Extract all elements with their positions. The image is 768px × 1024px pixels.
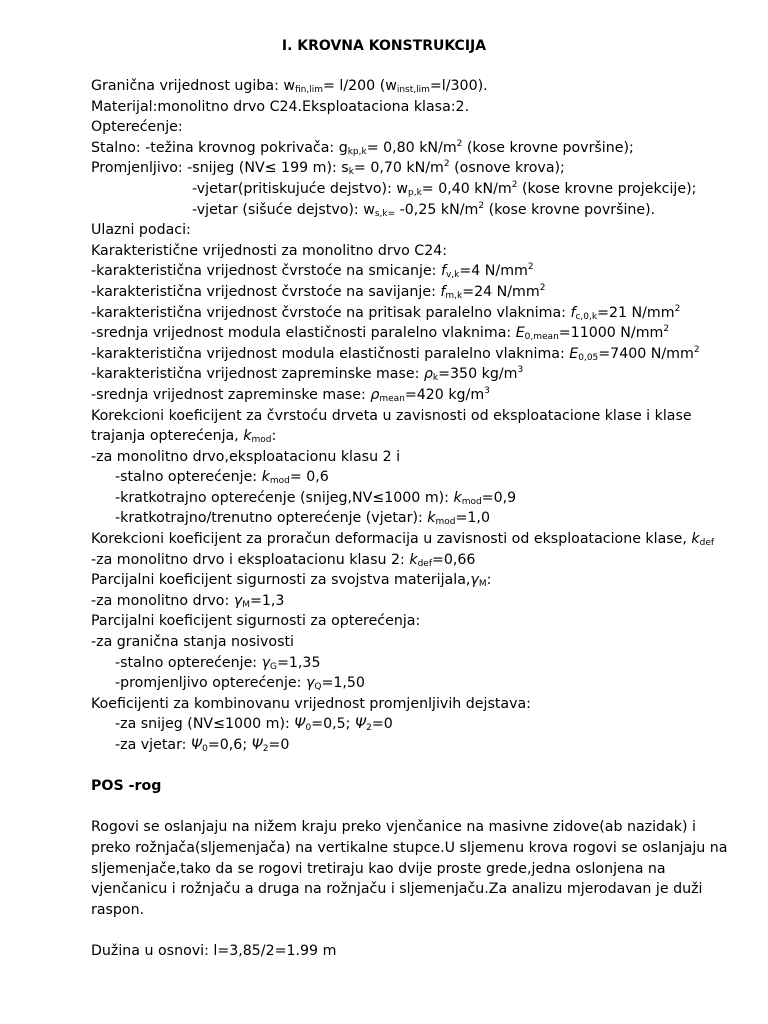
load-heading: Opterećenje: xyxy=(91,119,183,136)
load-safety-heading: Parcijalni koeficijent sigurnosti za opterećenja: xyxy=(91,613,421,630)
kmod-heading-2: trajanja opterećenja, $k_{mod}$: xyxy=(91,428,277,446)
wind-pressure-line: -vjetar(pritiskujuće dejstvo): $w_{p,k}= 0,40$ $kN/m^2$ (kose krovne projekcije); xyxy=(192,179,697,198)
psi-snow-line: -za snijeg (NV≤1000 m): $\Psi_0=0,5$; $\Psi_2=0$ xyxy=(115,716,393,734)
kmod-short-term-line: -kratkotrajno opterećenje (snijeg,NV≤1000 m): $k_{mod}=0,9$ xyxy=(115,489,517,507)
uls-line: -za granična stanja nosivosti xyxy=(91,634,294,651)
gamma-q-line: -promjenljivo opterećenje: $\gamma_Q=1,50$ xyxy=(115,675,365,693)
mean-modulus-line: -srednja vrijednost modula elastičnosti paralelno vlaknima: $E_{0,mean}=11000$ $N/mm^2$ xyxy=(91,324,670,343)
characteristic-modulus-line: -karakteristična vrijednost modula elastičnosti paralelno vlaknima: $E_{0,05}=7400$ $N/mm^2$ xyxy=(91,344,700,363)
gamma-m-value-line: -za monolitno drvo: $\gamma_M=1,3$ xyxy=(91,592,285,610)
spacer xyxy=(91,920,731,941)
plan-length-line: Dužina u osnovi: l=3,85/2=1.99 m xyxy=(91,942,337,959)
shear-strength-line: -karakteristična vrijednost čvrstoće na smicanje: $f_{v,k}=4$ $N/mm^2$ xyxy=(91,262,534,281)
document-body xyxy=(91,76,731,962)
spacer xyxy=(91,756,731,777)
service-class-line: -za monolitno drvo,eksploatacionu klasu 2 i xyxy=(91,448,401,465)
combination-heading: Koeficijenti za kombinovanu vrijednost promjenljivih dejstava: xyxy=(91,695,531,712)
deflection-limit-line: Granična vrijednost ugiba: $w_{fin,lim}= l/200$ $(w_{inst,lim}=l/300)$. xyxy=(91,78,488,95)
kdef-value-line: -za monolitno drvo i eksploatacionu klasu 2: $k_{def}=0,66$ xyxy=(91,551,476,569)
characteristic-values-heading: Karakteristične vrijednosti za monolitno drvo C24: xyxy=(91,242,448,259)
kmod-heading-1: Korekcioni koeficijent za čvrstoću drveta u zavisnosti od eksploatacione klase i klase xyxy=(91,407,692,424)
material-line: Materijal:monolitno drvo C24.Eksploataciona klasa:2. xyxy=(91,98,470,115)
page-title: I. KROVNA KONSTRUKCIJA xyxy=(281,38,487,54)
rafters-paragraph: Rogovi se oslanjaju na nižem kraju preko vjenčanice na masivne zidove(ab nazidak) i preko rožnjača(sljemenjača) na vertikalne stupce.U sljemenu krova rogovi se oslanjaju na sljemenjače,tako da se rogovi tretiraju kao dvije proste grede,jedna oslonjena na vjenčanicu i rožnjaču a druga na rožnjaču i sljemenjaču.Za analizu mjerodavan je duži raspon. xyxy=(91,819,728,918)
input-data-heading: Ulazni podaci: xyxy=(91,222,191,239)
wind-suction-line: -vjetar (sišuće dejstvo): $w_{s,k=}$ -0,25 $kN/m^2$ (kose krovne površine). xyxy=(192,200,656,219)
psi-wind-line: -za vjetar: $\Psi_0=0,6$; $\Psi_2=0$ xyxy=(115,737,290,754)
spacer xyxy=(91,797,731,818)
kmod-permanent-line: -stalno opterećenje: $k_{mod}= 0,6$ xyxy=(115,469,329,487)
characteristic-density-line: -karakteristična vrijednost zapreminske mase: $\rho_k=350$ $kg/m^3$ xyxy=(91,365,524,384)
snow-load-line: Promjenljivo: -snijeg (NV≤ 199 m): $s_k= 0,70$ $kN/m^2$ (osnove krova); xyxy=(91,159,565,178)
permanent-load-line: Stalno: -težina krovnog pokrivača: $g_{kp,k}= 0,80$ $kN/m^2$ (kose krovne površine); xyxy=(91,138,634,157)
section-heading-pos-rog: POS -rog xyxy=(91,778,162,795)
bending-strength-line: -karakteristična vrijednost čvrstoće na savijanje: $f_{m,k}=24$ $N/mm^2$ xyxy=(91,282,546,301)
gamma-g-line: -stalno opterećenje: $\gamma_G=1,35$ xyxy=(115,654,321,672)
mean-density-line: -srednja vrijednost zapreminske mase: $\rho_{mean}=420$ $kg/m^3$ xyxy=(91,385,490,404)
compression-strength-line: -karakteristična vrijednost čvrstoće na pritisak paralelno vlaknima: $f_{c,0,k}=21$ $N/mm^2$ xyxy=(91,303,681,322)
gamma-m-heading: Parcijalni koeficijent sigurnosti za svojstva $materijala,\gamma_M$: xyxy=(91,572,492,590)
kmod-instant-line: -kratkotrajno/trenutno opterećenje (vjetar): $k_{mod}=1,0$ xyxy=(115,510,490,528)
kdef-heading: Korekcioni koeficijent za proračun deformacija u zavisnosti od eksploatacione klase, $k_{def}$ xyxy=(91,531,715,549)
